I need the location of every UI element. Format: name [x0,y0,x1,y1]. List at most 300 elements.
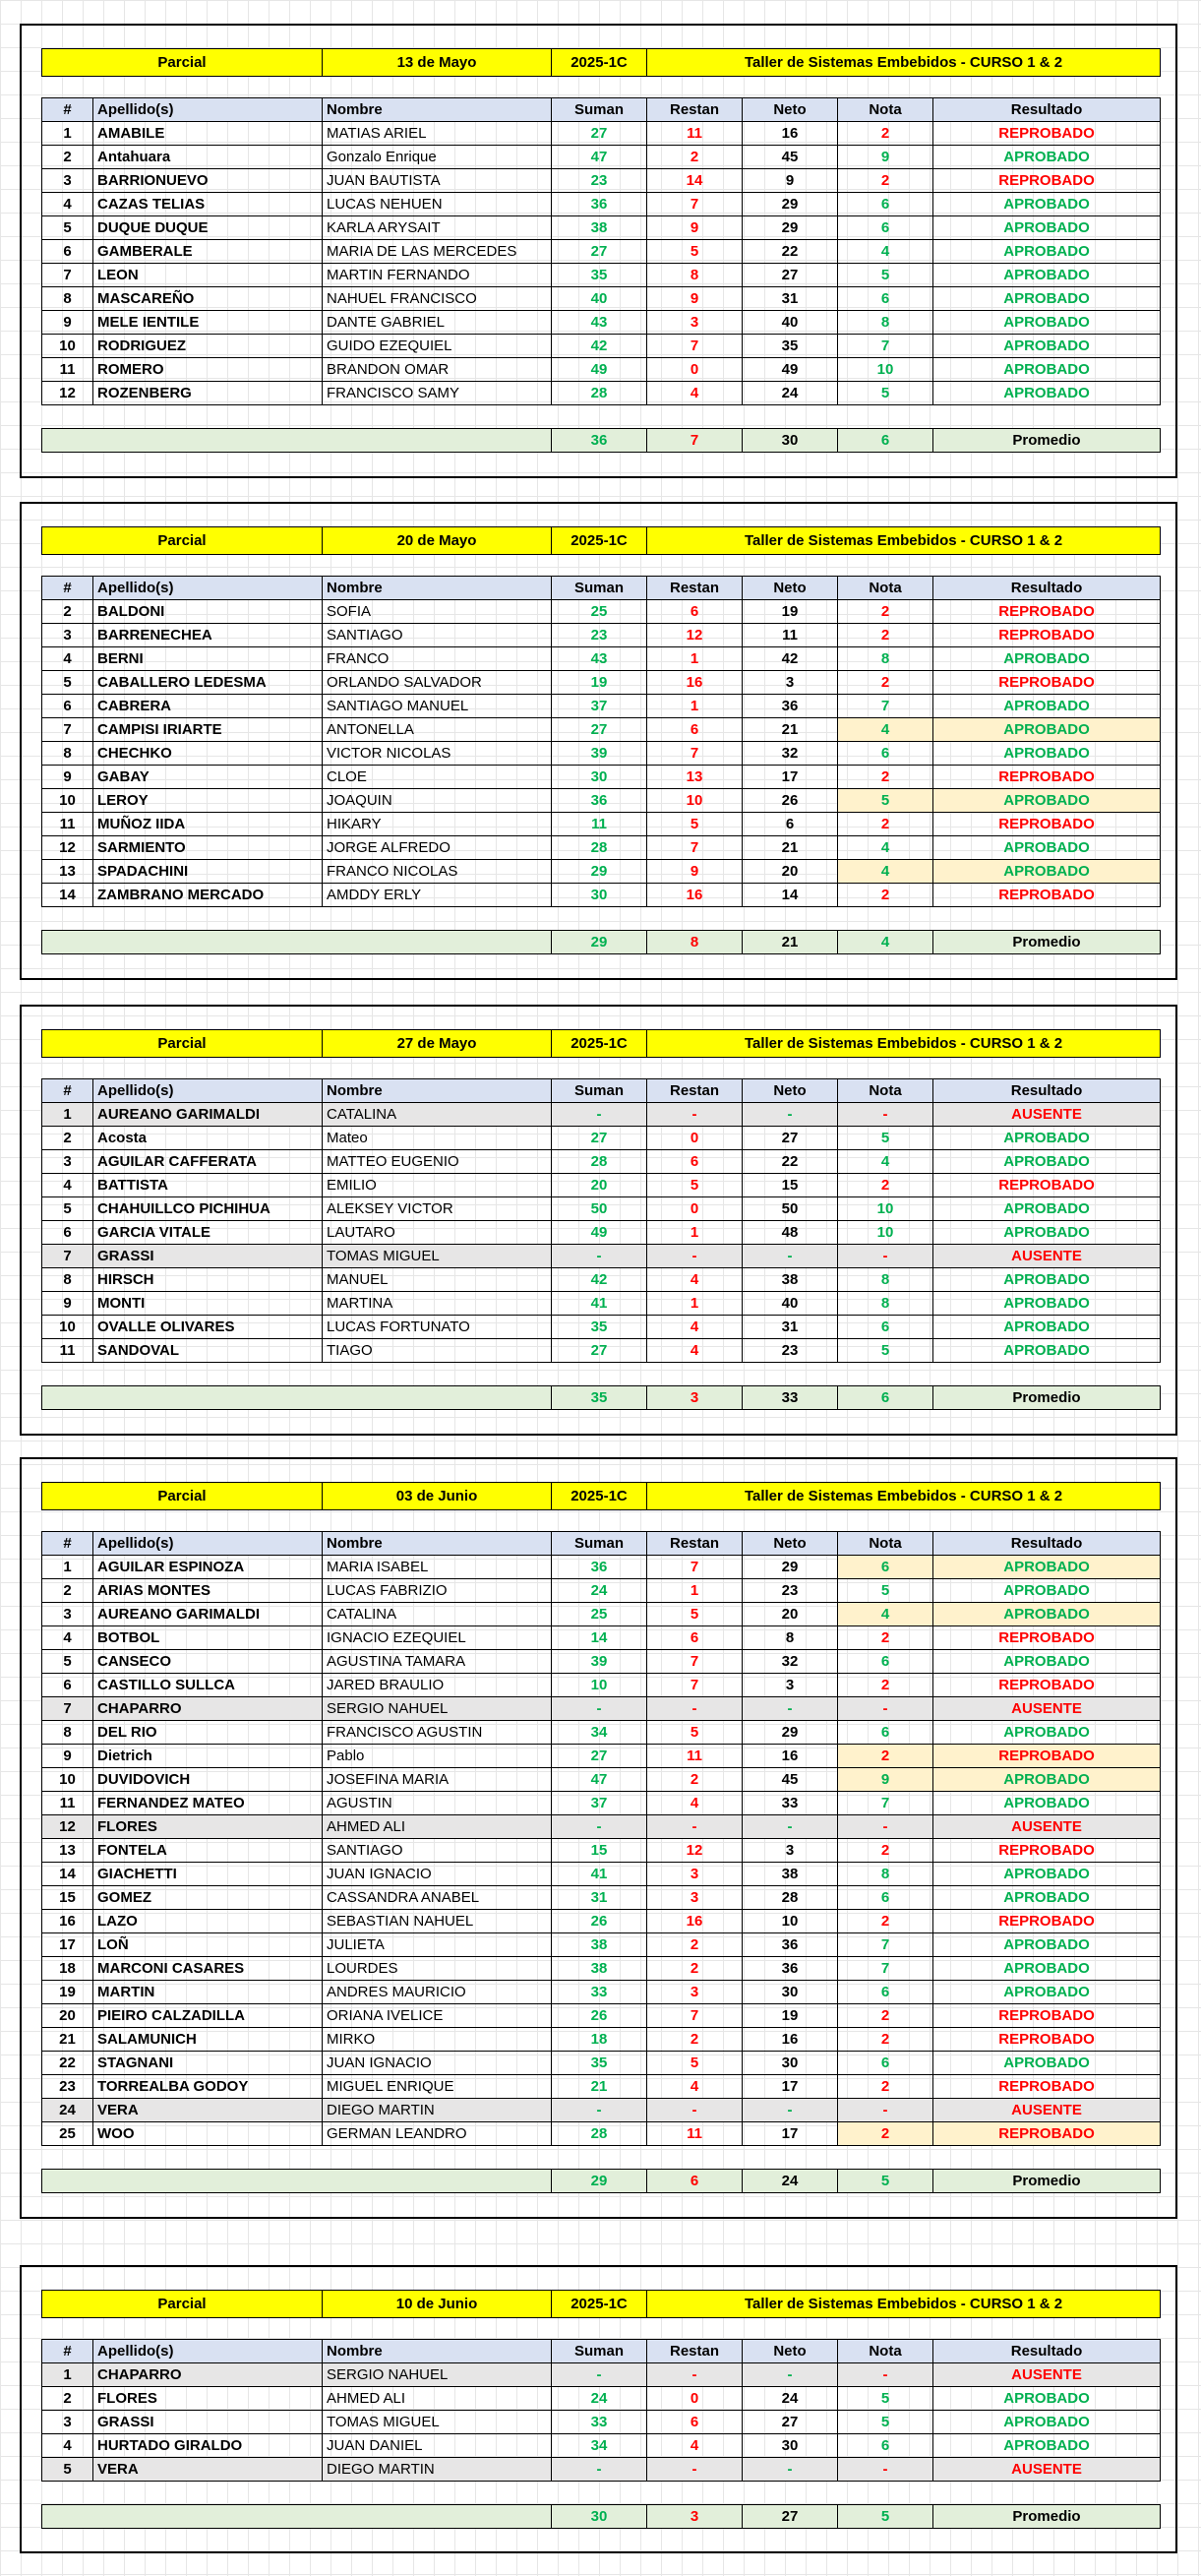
cell-nombre: EMILIO [323,1174,552,1197]
cell-nota: 4 [838,1603,933,1626]
cell-nombre: Pablo [323,1745,552,1768]
cell-restan: 0 [647,1127,743,1150]
cell-restan: 3 [647,311,743,335]
cell-apellido: ROMERO [93,358,323,382]
cell-neto: 14 [743,884,838,907]
student-row [42,2387,1161,2411]
cell-suman: 11 [552,813,647,836]
student-row [42,169,1161,193]
cell-restan: 2 [647,1768,743,1792]
cell-resultado: AUSENTE [933,1245,1161,1268]
cell-suman: 29 [552,860,647,884]
header-course-cell: Taller de Sistemas Embebidos - CURSO 1 & 2 [647,1030,1161,1058]
cell-nombre: MATTEO EUGENIO [323,1150,552,1174]
cell-neto: 15 [743,1174,838,1197]
cell-apellido: CANSECO [93,1650,323,1674]
cell-nota: 7 [838,1957,933,1981]
cell-nota: 6 [838,2434,933,2458]
sheet-header [41,2290,1161,2318]
cell-apellido: LEROY [93,789,323,813]
header-date-cell: 27 de Mayo [323,1030,552,1058]
student-row [42,718,1161,742]
cell-suman: 28 [552,382,647,405]
cell-resultado: REPROBADO [933,1839,1161,1863]
cell-nombre: JUAN IGNACIO [323,2052,552,2075]
cell-num: 1 [42,2363,93,2387]
cell-restan: 13 [647,766,743,789]
cell-resultado: REPROBADO [933,2004,1161,2028]
cell-suman: - [552,2363,647,2387]
student-row [42,1745,1161,1768]
cell-resultado: APROBADO [933,1957,1161,1981]
cell-num: 4 [42,193,93,216]
student-row [42,264,1161,287]
cell-nombre: FRANCISCO SAMY [323,382,552,405]
column-header-neto: Neto [743,98,838,122]
cell-neto: - [743,2099,838,2122]
cell-nombre: JUAN DANIEL [323,2434,552,2458]
cell-nombre: Mateo [323,1127,552,1150]
cell-suman: 26 [552,1910,647,1933]
student-row [42,2028,1161,2052]
cell-suman: 33 [552,2411,647,2434]
cell-restan: 6 [647,2411,743,2434]
cell-num: 6 [42,240,93,264]
cell-neto: - [743,1697,838,1721]
cell-resultado: APROBADO [933,836,1161,860]
cell-neto: - [743,2458,838,2482]
cell-resultado: APROBADO [933,1886,1161,1910]
student-row [42,789,1161,813]
cell-restan: 2 [647,2028,743,2052]
cell-num: 6 [42,695,93,718]
cell-resultado: APROBADO [933,860,1161,884]
summary-suman: 30 [552,2505,647,2529]
summary-restan: 8 [647,931,743,954]
cell-apellido: FLORES [93,1815,323,1839]
cell-nombre: SERGIO NAHUEL [323,1697,552,1721]
cell-suman: 49 [552,1221,647,1245]
cell-suman: - [552,2458,647,2482]
cell-restan: - [647,2458,743,2482]
column-header-neto: Neto [743,2340,838,2363]
cell-num: 3 [42,624,93,647]
cell-suman: 34 [552,2434,647,2458]
cell-apellido: GAMBERALE [93,240,323,264]
cell-neto: 38 [743,1863,838,1886]
cell-neto: 3 [743,1674,838,1697]
cell-neto: 16 [743,122,838,146]
cell-neto: 30 [743,2434,838,2458]
cell-resultado: APROBADO [933,193,1161,216]
cell-apellido: LOÑ [93,1933,323,1957]
cell-restan: 1 [647,647,743,671]
cell-apellido: TORREALBA GODOY [93,2075,323,2099]
student-row [42,146,1161,169]
cell-suman: 23 [552,169,647,193]
cell-nombre: ORLANDO SALVADOR [323,671,552,695]
cell-apellido: CABALLERO LEDESMA [93,671,323,695]
cell-nota: 6 [838,287,933,311]
cell-resultado: APROBADO [933,1339,1161,1363]
cell-suman: 36 [552,1556,647,1579]
cell-neto: 30 [743,1981,838,2004]
cell-apellido: SANDOVAL [93,1339,323,1363]
cell-apellido: CAZAS TELIAS [93,193,323,216]
cell-nota: 5 [838,1127,933,1150]
cell-nombre: MANUEL [323,1268,552,1292]
cell-num: 10 [42,1316,93,1339]
cell-restan: 16 [647,671,743,695]
cell-nombre: JUAN BAUTISTA [323,169,552,193]
cell-apellido: Dietrich [93,1745,323,1768]
student-row [42,1674,1161,1697]
cell-suman: - [552,1697,647,1721]
student-row [42,1910,1161,1933]
cell-restan: 7 [647,742,743,766]
cell-neto: 20 [743,860,838,884]
cell-resultado: REPROBADO [933,1910,1161,1933]
cell-nombre: JOSEFINA MARIA [323,1768,552,1792]
column-header-nombre: Nombre [323,98,552,122]
cell-num: 13 [42,1839,93,1863]
cell-neto: 6 [743,813,838,836]
summary-neto: 30 [743,429,838,453]
summary-label: Promedio [933,429,1161,453]
cell-restan: 6 [647,600,743,624]
cell-restan: - [647,2363,743,2387]
cell-restan: 7 [647,335,743,358]
cell-restan: 4 [647,1268,743,1292]
summary-neto: 21 [743,931,838,954]
cell-apellido: VERA [93,2458,323,2482]
cell-nombre: MARTINA [323,1292,552,1316]
cell-num: 4 [42,1174,93,1197]
cell-neto: 27 [743,2411,838,2434]
cell-apellido: GIACHETTI [93,1863,323,1886]
cell-num: 7 [42,264,93,287]
cell-neto: 27 [743,264,838,287]
cell-apellido: CABRERA [93,695,323,718]
cell-restan: 0 [647,358,743,382]
cell-neto: 8 [743,1626,838,1650]
column-header-num: # [42,2340,93,2363]
summary-blank-cell [42,429,552,453]
cell-apellido: SPADACHINI [93,860,323,884]
column-header-resultado: Resultado [933,2340,1161,2363]
cell-nombre: SANTIAGO [323,1839,552,1863]
cell-restan: 5 [647,1603,743,1626]
cell-resultado: APROBADO [933,695,1161,718]
cell-apellido: GOMEZ [93,1886,323,1910]
cell-num: 17 [42,1933,93,1957]
cell-nota: 10 [838,1197,933,1221]
grade-sheet [20,1457,1177,2219]
cell-neto: 20 [743,1603,838,1626]
cell-suman: 37 [552,1792,647,1815]
student-row [42,122,1161,146]
cell-resultado: APROBADO [933,1579,1161,1603]
cell-suman: 25 [552,1603,647,1626]
cell-nota: 6 [838,2052,933,2075]
cell-resultado: APROBADO [933,382,1161,405]
cell-neto: 22 [743,240,838,264]
cell-restan: 16 [647,1910,743,1933]
cell-neto: 16 [743,1745,838,1768]
cell-suman: 30 [552,766,647,789]
cell-nombre: AGUSTINA TAMARA [323,1650,552,1674]
cell-resultado: APROBADO [933,358,1161,382]
cell-nota: 2 [838,624,933,647]
cell-nota: 2 [838,122,933,146]
column-header-nota: Nota [838,1079,933,1103]
cell-restan: 12 [647,624,743,647]
summary-restan: 3 [647,1386,743,1410]
cell-suman: 39 [552,1650,647,1674]
cell-num: 24 [42,2099,93,2122]
cell-num: 4 [42,2434,93,2458]
cell-suman: 38 [552,1957,647,1981]
column-header-suman: Suman [552,2340,647,2363]
student-row [42,358,1161,382]
cell-resultado: APROBADO [933,240,1161,264]
student-row [42,240,1161,264]
student-row [42,1768,1161,1792]
cell-nombre: DIEGO MARTIN [323,2458,552,2482]
cell-nombre: BRANDON OMAR [323,358,552,382]
student-row [42,860,1161,884]
cell-suman: 14 [552,1626,647,1650]
cell-restan: 0 [647,2387,743,2411]
summary-label: Promedio [933,2170,1161,2193]
cell-restan: 5 [647,813,743,836]
cell-num: 2 [42,2387,93,2411]
header-date-cell: 20 de Mayo [323,527,552,555]
cell-nota: 2 [838,169,933,193]
cell-apellido: ROZENBERG [93,382,323,405]
cell-suman: 10 [552,1674,647,1697]
cell-apellido: OVALLE OLIVARES [93,1316,323,1339]
cell-nota: 6 [838,1650,933,1674]
cell-suman: 15 [552,1839,647,1863]
student-row [42,1150,1161,1174]
cell-restan: 10 [647,789,743,813]
cell-neto: 40 [743,311,838,335]
cell-resultado: AUSENTE [933,1103,1161,1127]
cell-suman: 27 [552,240,647,264]
cell-nombre: SANTIAGO MANUEL [323,695,552,718]
cell-restan: 1 [647,1292,743,1316]
cell-neto: 27 [743,1127,838,1150]
cell-nombre: MARIA DE LAS MERCEDES [323,240,552,264]
cell-apellido: HURTADO GIRALDO [93,2434,323,2458]
cell-nombre: JULIETA [323,1933,552,1957]
cell-apellido: SALAMUNICH [93,2028,323,2052]
cell-num: 20 [42,2004,93,2028]
cell-resultado: APROBADO [933,216,1161,240]
cell-nota: 9 [838,1768,933,1792]
cell-restan: 3 [647,1981,743,2004]
column-header-resultado: Resultado [933,98,1161,122]
summary-suman: 29 [552,931,647,954]
header-course-cell: Taller de Sistemas Embebidos - CURSO 1 & 2 [647,1483,1161,1510]
cell-num: 7 [42,1245,93,1268]
cell-suman: 38 [552,216,647,240]
cell-resultado: APROBADO [933,335,1161,358]
header-period-cell: 2025-1C [552,1483,647,1510]
cell-neto: 22 [743,1150,838,1174]
grades-table [41,1531,1161,2146]
cell-nota: 4 [838,718,933,742]
cell-nota: 2 [838,2004,933,2028]
cell-nombre: CLOE [323,766,552,789]
cell-nota: 4 [838,860,933,884]
cell-neto: 31 [743,287,838,311]
cell-neto: 29 [743,216,838,240]
cell-neto: 19 [743,2004,838,2028]
cell-restan: 16 [647,884,743,907]
cell-apellido: MARCONI CASARES [93,1957,323,1981]
cell-neto: 31 [743,1316,838,1339]
cell-restan: 5 [647,1174,743,1197]
cell-apellido: MARTIN [93,1981,323,2004]
cell-num: 15 [42,1886,93,1910]
cell-nota: 7 [838,1792,933,1815]
cell-nombre: LUCAS FABRIZIO [323,1579,552,1603]
cell-suman: 27 [552,718,647,742]
summary-restan: 7 [647,429,743,453]
cell-num: 16 [42,1910,93,1933]
summary-restan: 3 [647,2505,743,2529]
sheet-header [41,1482,1161,1510]
cell-nota: 7 [838,695,933,718]
cell-suman: 38 [552,1933,647,1957]
column-header-apellido: Apellido(s) [93,2340,323,2363]
cell-neto: 30 [743,2052,838,2075]
cell-suman: 43 [552,311,647,335]
cell-nombre: KARLA ARYSAIT [323,216,552,240]
grade-sheet [20,502,1177,980]
header-course-cell: Taller de Sistemas Embebidos - CURSO 1 & 2 [647,2291,1161,2318]
cell-neto: 21 [743,718,838,742]
column-header-suman: Suman [552,1532,647,1556]
cell-suman: 23 [552,624,647,647]
cell-nombre: LUCAS FORTUNATO [323,1316,552,1339]
student-row [42,2363,1161,2387]
cell-nota: 4 [838,1150,933,1174]
cell-nombre: CASSANDRA ANABEL [323,1886,552,1910]
column-header-row [42,98,1161,122]
column-header-restan: Restan [647,1079,743,1103]
column-header-apellido: Apellido(s) [93,577,323,600]
cell-apellido: Antahuara [93,146,323,169]
cell-num: 12 [42,1815,93,1839]
student-row [42,1933,1161,1957]
cell-nombre: AHMED ALI [323,1815,552,1839]
cell-apellido: GABAY [93,766,323,789]
cell-nota: 9 [838,146,933,169]
cell-resultado: REPROBADO [933,122,1161,146]
cell-num: 8 [42,287,93,311]
cell-resultado: APROBADO [933,2387,1161,2411]
student-row [42,2411,1161,2434]
header-period-cell: 2025-1C [552,49,647,77]
summary-suman: 29 [552,2170,647,2193]
grade-sheet [20,1005,1177,1436]
cell-nombre: FRANCO NICOLAS [323,860,552,884]
cell-restan: 2 [647,1933,743,1957]
summary-table [41,428,1161,453]
cell-nota: 4 [838,836,933,860]
cell-nota: 2 [838,1674,933,1697]
cell-neto: 32 [743,1650,838,1674]
cell-resultado: AUSENTE [933,1697,1161,1721]
cell-neto: 42 [743,647,838,671]
column-header-nota: Nota [838,577,933,600]
header-label-cell: Parcial [42,527,323,555]
column-header-restan: Restan [647,577,743,600]
cell-num: 6 [42,1674,93,1697]
student-row [42,766,1161,789]
cell-nota: 2 [838,600,933,624]
cell-nota: 5 [838,2411,933,2434]
cell-nota: 2 [838,1626,933,1650]
student-row [42,1721,1161,1745]
cell-neto: 17 [743,2075,838,2099]
cell-apellido: CHAHUILLCO PICHIHUA [93,1197,323,1221]
cell-apellido: AMABILE [93,122,323,146]
cell-suman: 21 [552,2075,647,2099]
summary-label: Promedio [933,931,1161,954]
cell-neto: 9 [743,169,838,193]
cell-suman: 26 [552,2004,647,2028]
column-header-nombre: Nombre [323,2340,552,2363]
column-header-neto: Neto [743,577,838,600]
column-header-neto: Neto [743,1079,838,1103]
cell-apellido: PIEIRO CALZADILLA [93,2004,323,2028]
column-header-nota: Nota [838,98,933,122]
column-header-nombre: Nombre [323,1079,552,1103]
student-row [42,1815,1161,1839]
cell-nombre: HIKARY [323,813,552,836]
sheet-header [41,526,1161,555]
cell-nombre: MARTIN FERNANDO [323,264,552,287]
student-row [42,1697,1161,1721]
cell-resultado: APROBADO [933,1268,1161,1292]
student-row [42,600,1161,624]
cell-nombre: TIAGO [323,1339,552,1363]
cell-num: 12 [42,836,93,860]
cell-suman: 35 [552,1316,647,1339]
cell-apellido: GARCIA VITALE [93,1221,323,1245]
cell-num: 1 [42,122,93,146]
column-header-num: # [42,1079,93,1103]
cell-restan: 5 [647,240,743,264]
cell-suman: 35 [552,264,647,287]
cell-nota: 5 [838,2387,933,2411]
summary-table [41,2169,1161,2193]
summary-row [42,429,1161,453]
column-header-row [42,2340,1161,2363]
column-header-nombre: Nombre [323,577,552,600]
cell-apellido: CAMPISI IRIARTE [93,718,323,742]
cell-nombre: LOURDES [323,1957,552,1981]
cell-nota: - [838,1815,933,1839]
cell-apellido: DEL RIO [93,1721,323,1745]
cell-neto: 11 [743,624,838,647]
column-header-num: # [42,98,93,122]
student-row [42,742,1161,766]
